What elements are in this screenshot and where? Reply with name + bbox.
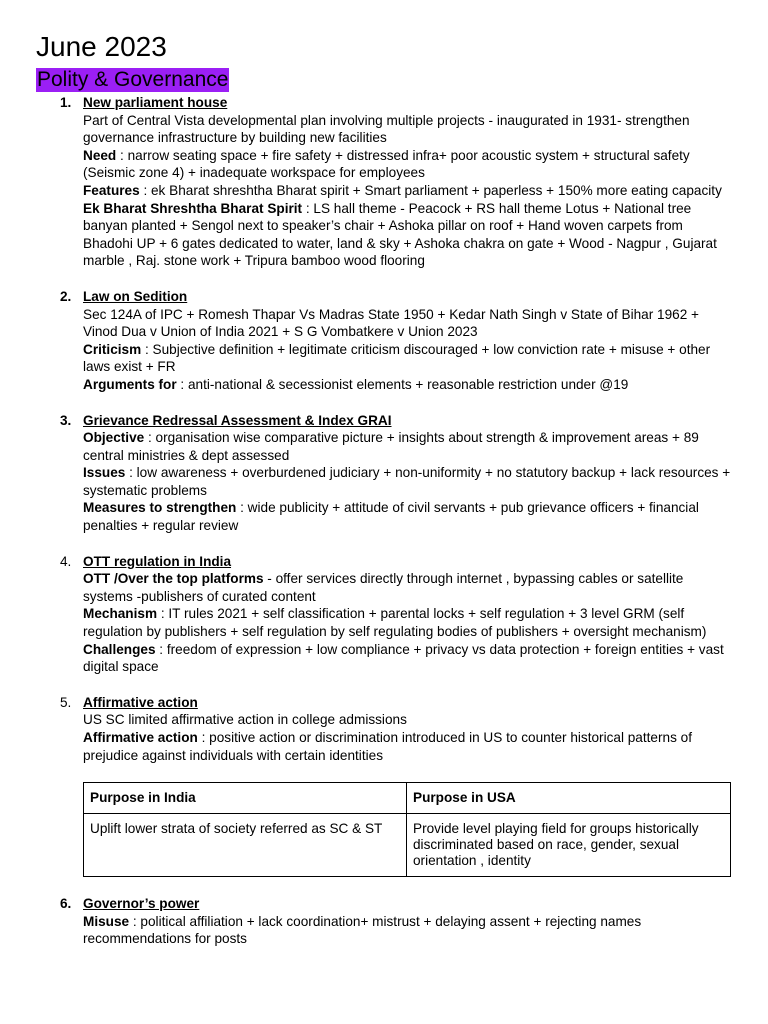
topic-item — [36, 94, 736, 270]
point-text: : organisation wise comparative picture + insights about strength & improvement areas + 89 central ministries & dept assessed — [83, 430, 699, 463]
topic-item — [36, 895, 736, 948]
topic-title: Governor’s power — [83, 896, 200, 912]
topic-point — [83, 147, 736, 182]
point-label: Ek Bharat Shreshtha Bharat Spirit — [83, 200, 303, 216]
point-label: OTT /Over the top platforms — [83, 571, 264, 587]
point-text: : Subjective definition + legitimate criticism discouraged + low conviction rate + misuse + other laws exist + FR — [83, 341, 711, 375]
point-label: Mechanism — [83, 606, 158, 622]
table-header-cell: Purpose in India — [84, 783, 407, 814]
point-text: : IT rules 2021 + self classification + parental locks + self regulation + 3 level GRM (self regulation by publishers + self regulation by self regulating bodies of publishers + oversight mechanism) — [83, 606, 707, 640]
page-title: June 2023 — [36, 31, 167, 62]
topic-number: 2. — [60, 288, 72, 304]
table-row — [84, 814, 731, 877]
topic-title: OTT regulation in India — [83, 553, 232, 569]
topic-point — [83, 729, 736, 764]
table-cell: Uplift lower strata of society referred as SC & ST — [84, 814, 407, 877]
topic-point — [83, 499, 736, 534]
topic-point — [83, 429, 736, 464]
point-label: Arguments for — [83, 376, 177, 392]
point-label: Criticism — [83, 341, 142, 357]
point-label: Measures to strengthen — [83, 500, 237, 516]
topic-item — [36, 694, 736, 877]
point-label: Objective — [83, 430, 145, 446]
topic-point — [83, 464, 736, 499]
point-text: : ek Bharat shreshtha Bharat spirit + Smart parliament + paperless + 150% more eating capacity — [139, 182, 722, 198]
topic-intro: Part of Central Vista developmental plan involving multiple projects - inaugurated in 1931- strengthen governance infrastructure by building new facilities — [83, 112, 690, 146]
point-label: Challenges — [83, 641, 156, 657]
topic-point — [83, 200, 736, 270]
document-page — [36, 30, 736, 948]
topic-intro: US SC limited affirmative action in college admissions — [83, 712, 407, 728]
point-text: : wide publicity + attitude of civil servants + pub grievance officers + financial penalties + regular review — [83, 500, 699, 534]
topic-point — [83, 913, 736, 948]
topic-title: Law on Sedition — [83, 288, 188, 304]
point-label: Features — [83, 182, 140, 198]
topic-list — [36, 94, 736, 948]
topic-title: Affirmative action — [83, 694, 198, 710]
point-text: : low awareness + overburdened judiciary + non-uniformity + no statutory backup + lack resources + systematic problems — [83, 465, 731, 498]
point-text: : freedom of expression + low compliance + privacy vs data protection + foreign entities + vast digital space — [83, 641, 724, 675]
topic-point — [83, 182, 736, 200]
point-label: Need — [83, 147, 117, 163]
point-text: : positive action or discrimination introduced in US to counter historical patterns of prejudice against individuals with certain identities — [83, 730, 692, 763]
point-label: Affirmative action — [83, 730, 198, 745]
topic-point — [83, 570, 736, 605]
purpose-table — [83, 782, 731, 877]
topic-point — [83, 605, 736, 640]
topic-number: 5. — [60, 694, 72, 710]
point-text: - offer services directly through internet , bypassing cables or satellite systems -publishers of curated content — [83, 571, 684, 604]
table-header-row — [84, 783, 731, 814]
table-cell: Provide level playing field for groups historically discriminated based on race, gender, sexual orientation , identity — [407, 814, 731, 877]
point-text: : LS hall theme - Peacock + RS hall theme Lotus + National tree banyan planted + Sengol next to speaker’s chair + Ashoka pillar on roof + Hand woven carpets from Bhadohi UP + 6 gates dedicated to water, land & sky + Ashoka chakra on gate + Wood - Nagpur , Gujarat marble , Raj. stone work + Tripura bamboo wood flooring — [83, 200, 717, 269]
point-text: : narrow seating space + fire safety + distressed infra+ poor acoustic system + structural safety (Seismic zone 4) + inadequate workspace for employees — [83, 147, 690, 181]
point-label: Issues — [83, 465, 126, 481]
topic-number: 4. — [60, 553, 72, 569]
topic-point — [83, 641, 736, 676]
topic-title: Grievance Redressal Assessment & Index GRAI — [83, 412, 392, 428]
topic-number: 1. — [60, 95, 72, 110]
table-header-cell: Purpose in USA — [407, 783, 731, 814]
topic-intro: Sec 124A of IPC + Romesh Thapar Vs Madras State 1950 + Kedar Nath Singh v State of Bihar 1962 + Vinod Dua v Union of India 2021 + S G Vombatkere v Union 2023 — [83, 306, 699, 340]
topic-point — [83, 341, 736, 376]
topic-number: 3. — [60, 412, 72, 428]
point-text: : political affiliation + lack coordination+ mistrust + delaying assent + rejecting names recommendations for posts — [83, 913, 642, 947]
point-label: Misuse — [83, 913, 130, 929]
topic-item — [36, 412, 736, 535]
section-heading: Polity & Governance — [37, 68, 229, 91]
topic-item — [36, 288, 736, 394]
topic-point — [83, 376, 736, 394]
topic-number: 6. — [60, 896, 72, 912]
topic-title: New parliament house — [83, 95, 228, 110]
topic-item — [36, 553, 736, 676]
point-text: : anti-national & secessionist elements + reasonable restriction under @19 — [176, 376, 629, 392]
